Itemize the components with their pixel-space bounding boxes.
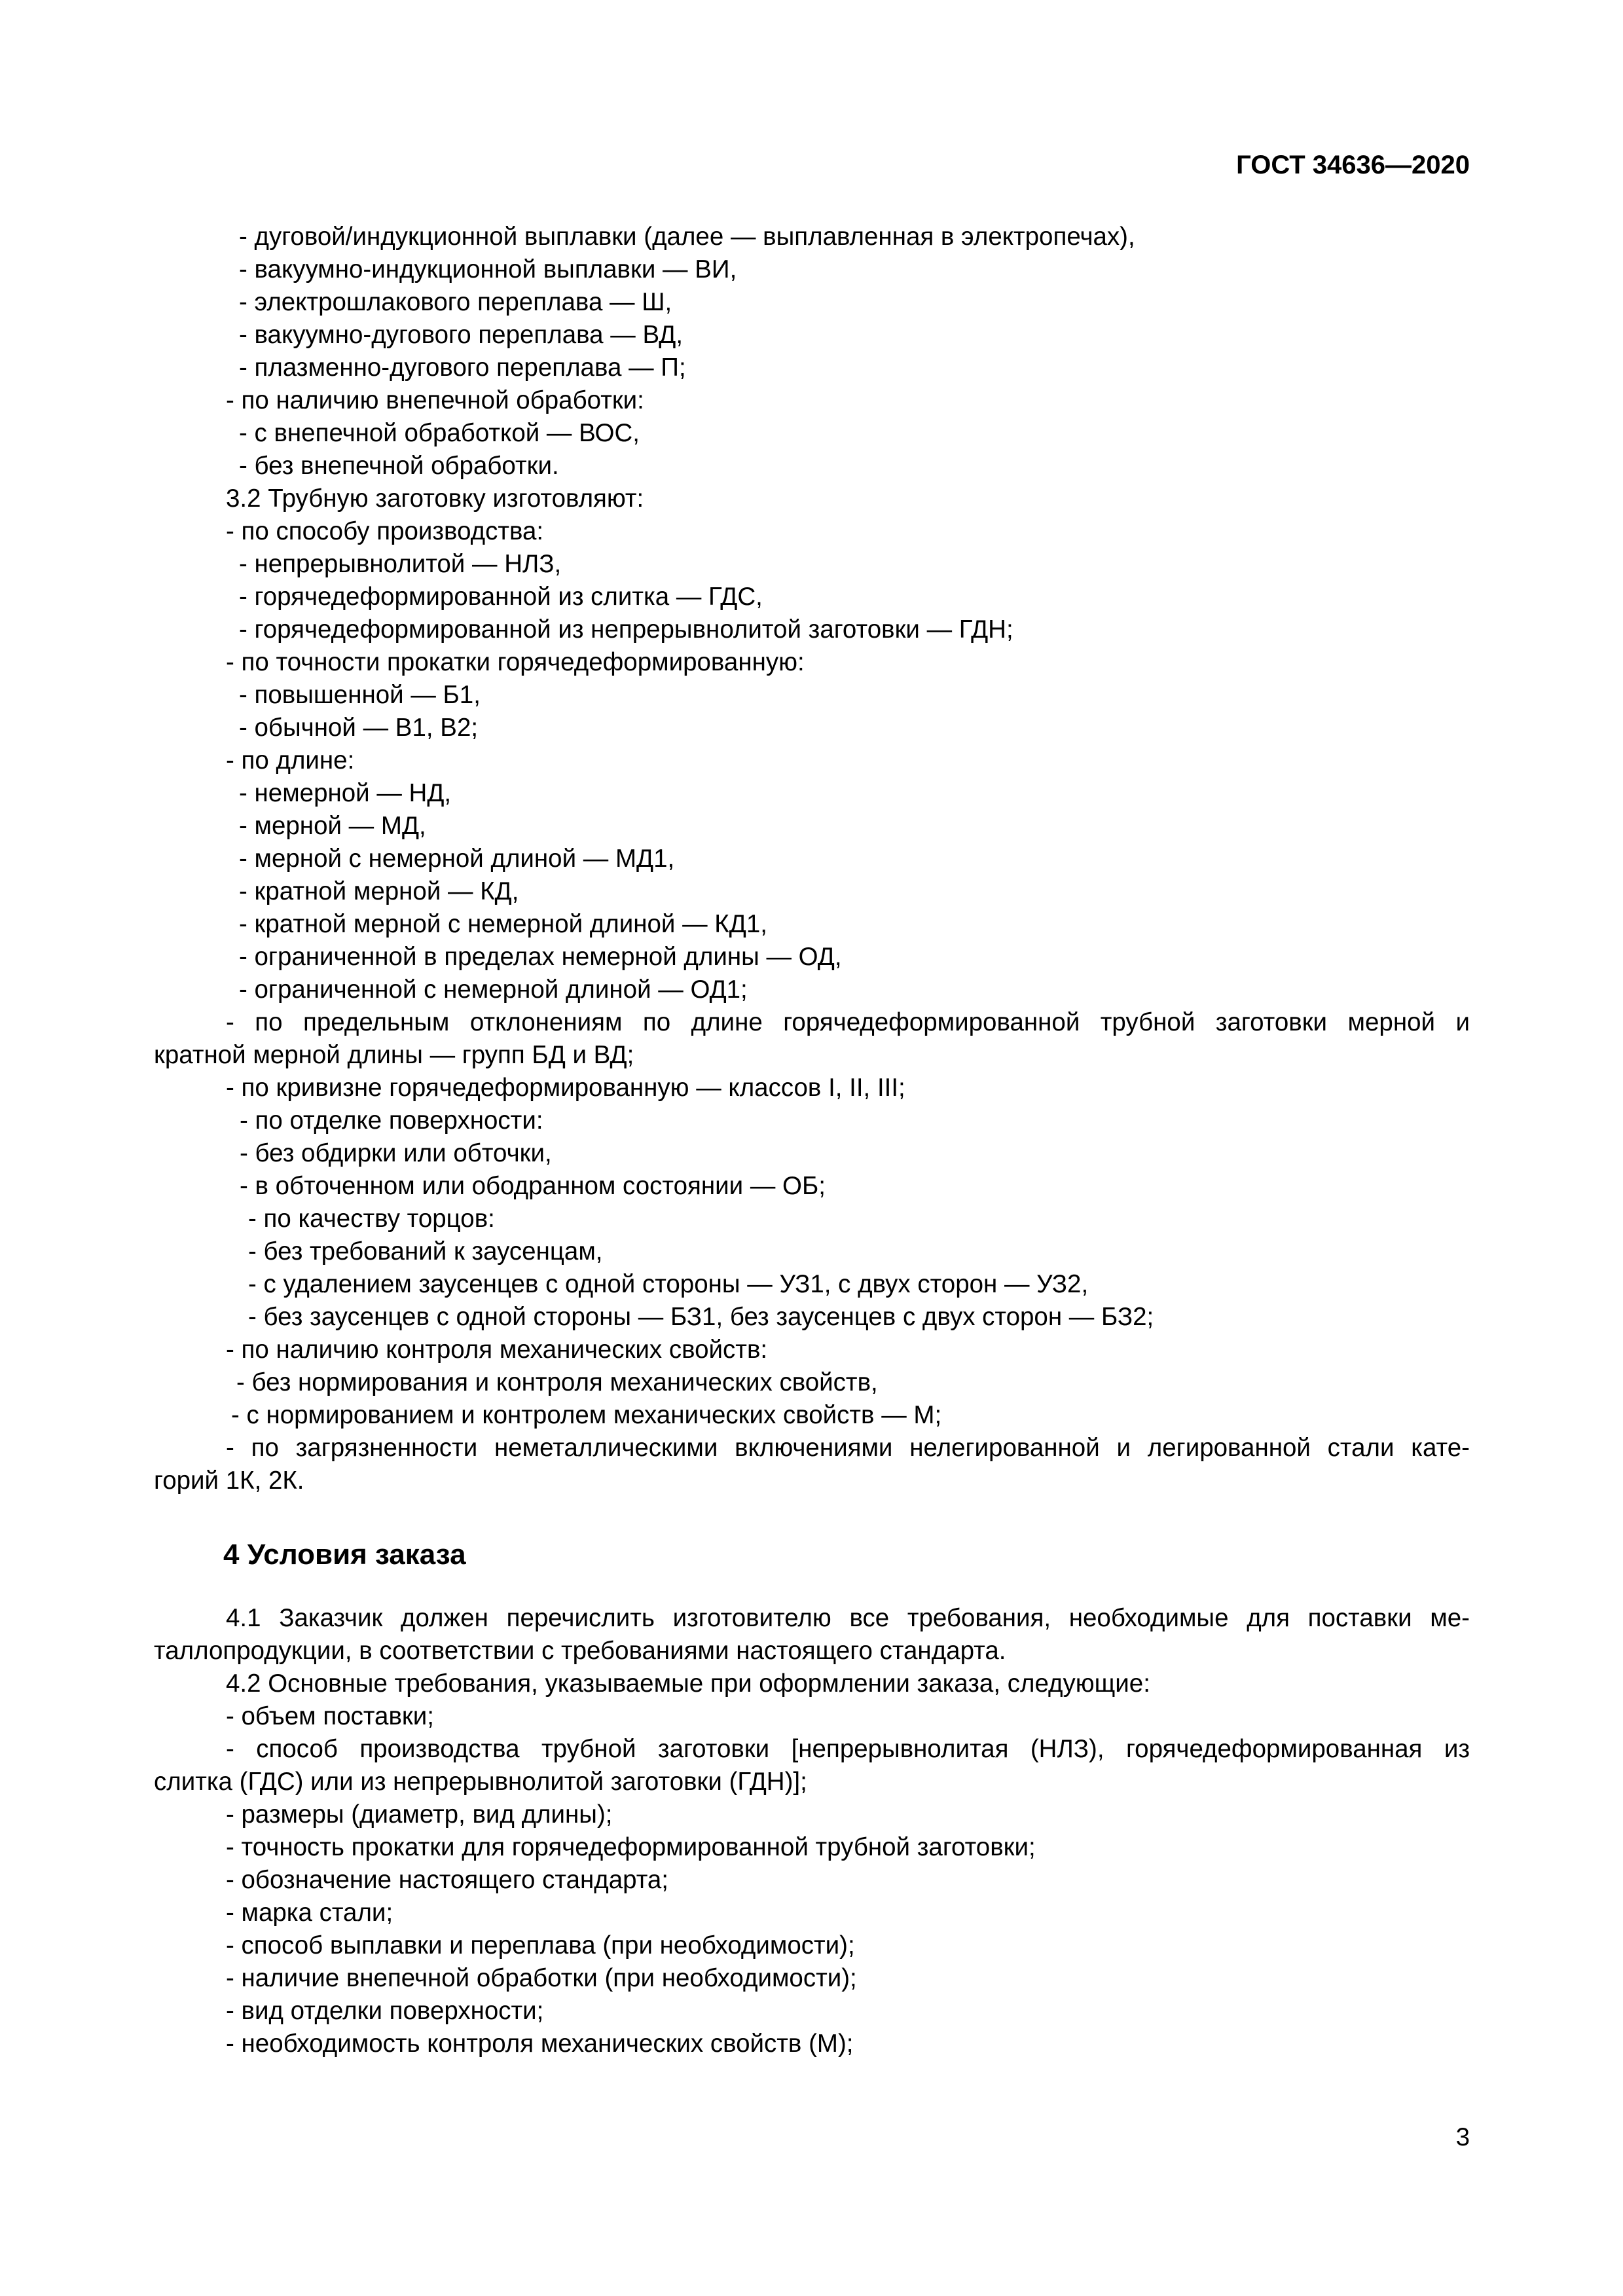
clause-3-2: 3.2 Трубную заготовку изготовляют: [226,484,644,513]
clause-4-1-continuation: таллопродукции, в соответствии с требованиями настоящего стандарта. [154,1637,1006,1665]
list-item: - кратной мерной — КД, [239,877,519,905]
list-item: - без обдирки или обточки, [240,1139,552,1167]
list-item: - без заусенцев с одной стороны — БЗ1, без заусенцев с двух сторон — БЗ2; [248,1303,1154,1331]
list-item: - мерной — МД, [239,812,426,840]
clause-4-1: 4.1 Заказчик должен перечислить изготовителю все требования, необходимые для поставки ме- [226,1604,1470,1632]
list-item: - повышенной — Б1, [239,681,481,709]
list-item: - вид отделки поверхности; [226,1997,544,2025]
list-item: - вакуумно-дугового переплава — ВД, [239,321,684,349]
list-item: - без нормирования и контроля механических свойств, [236,1368,878,1396]
list-item: - электрошлакового переплава — Ш, [239,288,672,316]
list-item: - с удалением заусенцев с одной стороны — УЗ1, с двух сторон — УЗ2, [248,1270,1089,1298]
list-item: - обозначение настоящего стандарта; [226,1866,669,1894]
list-item: - по наличию контроля механических свойств: [226,1336,768,1364]
list-item: - немерной — НД, [239,779,452,807]
list-item: - вакуумно-индукционной выплавки — ВИ, [239,255,737,283]
list-item: - объем поставки; [226,1702,434,1730]
list-item: - непрерывнолитой — НЛЗ, [239,550,562,578]
section-heading: 4 Условия заказа [223,1539,466,1571]
list-item: - по наличию внепечной обработки: [226,386,644,414]
list-item-continuation: слитка (ГДС) или из непрерывнолитой заготовки (ГДН)]; [154,1768,807,1796]
list-item: - марка стали; [226,1899,393,1927]
clause-4-2: 4.2 Основные требования, указываемые при оформлении заказа, следующие: [226,1669,1150,1698]
list-item: - обычной — В1, В2; [239,714,479,742]
list-item: - наличие внепечной обработки (при необходимости); [226,1964,857,1992]
list-item: - по способу производства: [226,517,544,545]
list-item: - по предельным отклонениям по длине горячедеформированной трубной заготовки мерной и [226,1008,1470,1036]
document-header: ГОСТ 34636—2020 [1236,151,1470,179]
list-item: - точность прокатки для горячедеформированной трубной заготовки; [226,1833,1036,1861]
list-item: - ограниченной в пределах немерной длины — ОД, [239,943,842,971]
list-item: - по отделке поверхности: [240,1106,543,1135]
list-item: - необходимость контроля механических свойств (М); [226,2030,854,2058]
list-item: - без внепечной обработки. [239,452,559,480]
list-item: - плазменно-дугового переплава — П; [239,354,686,382]
list-item: - горячедеформированной из слитка — ГДС, [239,583,763,611]
list-item: - по кривизне горячедеформированную — классов I, II, III; [226,1074,905,1102]
page-number: 3 [1455,2123,1470,2151]
list-item: - по точности прокатки горячедеформированную: [226,648,805,676]
list-item: - горячедеформированной из непрерывнолитой заготовки — ГДН; [239,615,1013,644]
list-item: - по загрязненности неметаллическими включениями нелегированной и легированной стали кате- [226,1434,1470,1462]
list-item-continuation: кратной мерной длины — групп БД и ВД; [154,1041,634,1069]
page-body [154,221,1470,2060]
list-item: - в обточенном или ободранном состоянии — ОБ; [240,1172,826,1200]
list-item: - способ производства трубной заготовки [непрерывнолитая (НЛЗ), горячедеформированная из [226,1735,1470,1763]
list-item: - по качеству торцов: [248,1205,495,1233]
list-item: - кратной мерной с немерной длиной — КД1, [239,910,767,938]
list-item: - способ выплавки и переплава (при необходимости); [226,1931,855,1959]
list-item: - дуговой/индукционной выплавки (далее — выплавленная в электропечах), [239,223,1135,251]
list-item: - ограниченной с немерной длиной — ОД1; [239,975,748,1004]
list-item: - без требований к заусенцам, [248,1237,603,1266]
list-item-continuation: горий 1К, 2К. [154,1467,304,1495]
list-item: - с внепечной обработкой — ВОС, [239,419,640,447]
list-item: - размеры (диаметр, вид длины); [226,1800,613,1829]
list-item: - по длине: [226,746,355,774]
list-item: - мерной с немерной длиной — МД1, [239,845,675,873]
list-item: - с нормированием и контролем механических свойств — М; [231,1401,942,1429]
